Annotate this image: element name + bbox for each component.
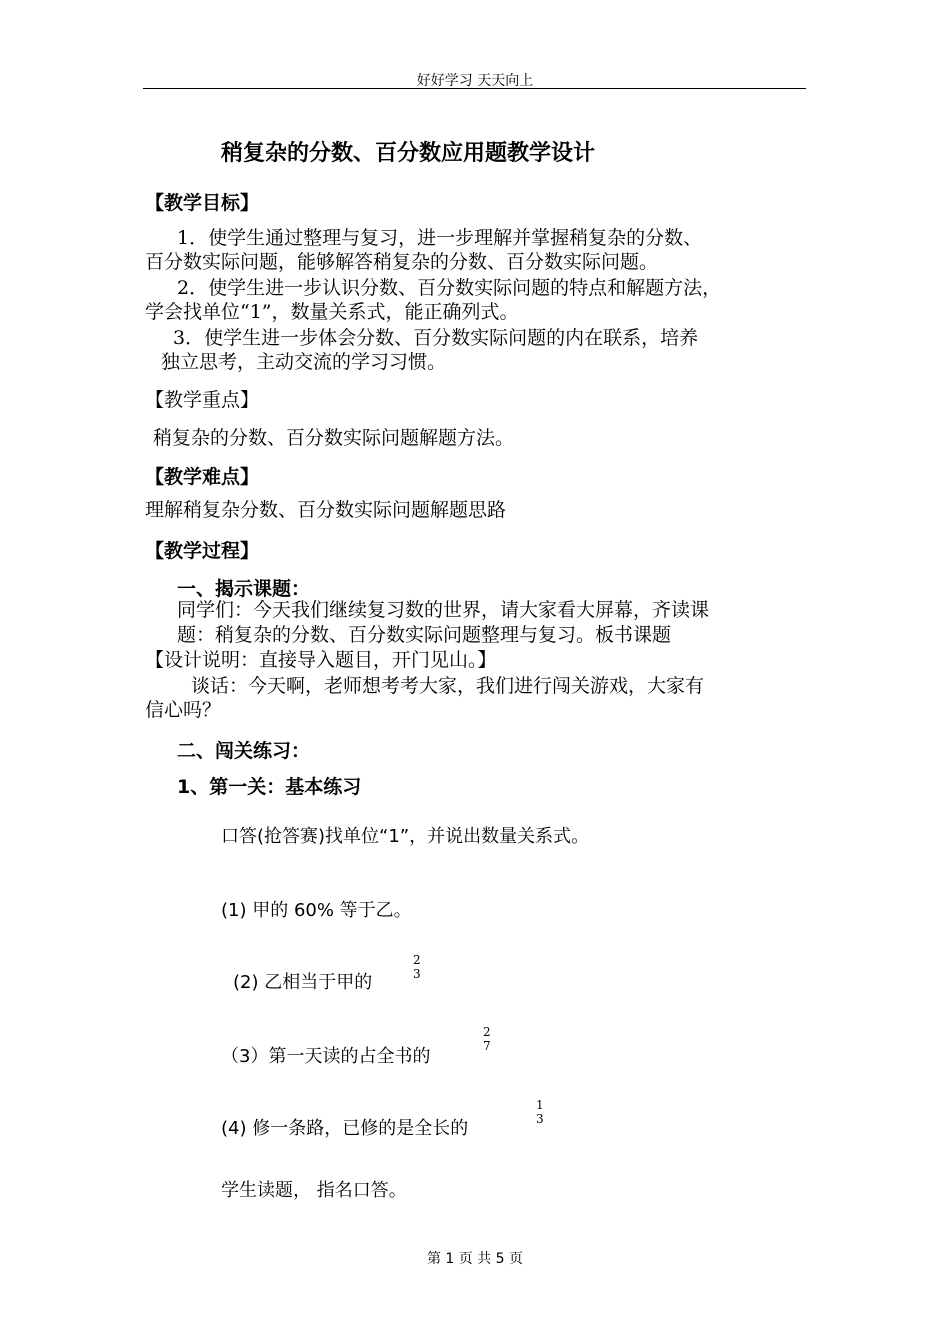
question-2-fraction (413, 953, 421, 981)
fraction-denominator: 3 (536, 1112, 544, 1126)
part1-line2: 题：稍复杂的分数、百分数实际问题整理与复习。板书课题 (177, 624, 672, 646)
fraction-denominator: 7 (483, 1039, 491, 1053)
part1-heading: 一、揭示课题： (177, 578, 311, 600)
objective-1-line2: 百分数实际问题，能够解答稍复杂的分数、百分数实际问题。 (145, 251, 659, 273)
objectives-heading: 【教学目标】 (145, 192, 260, 214)
part2-heading: 二、闯关练习： (177, 740, 311, 762)
difficulties-text: 理解稍复杂分数、百分数实际问题解题思路 (145, 499, 507, 521)
key-points-text: 稍复杂的分数、百分数实际问题解题方法。 (153, 427, 515, 449)
key-points-heading: 【教学重点】 (145, 389, 260, 411)
question-4-fraction (536, 1098, 544, 1126)
process-heading: 【教学过程】 (145, 540, 260, 562)
objective-1-line1: 1．使学生通过整理与复习，进一步理解并掌握稍复杂的分数、 (177, 227, 703, 249)
objective-2-line2: 学会找单位“1”，数量关系式，能正确列式。 (145, 301, 519, 323)
header-rule (143, 88, 806, 89)
objective-3-line1: 3．使学生进一步体会分数、百分数实际问题的内在联系，培养 (173, 327, 699, 349)
part1-line1: 同学们：今天我们继续复习数的世界，请大家看大屏幕，齐读课 (177, 599, 710, 621)
question-1: (1) 甲的 60% 等于乙。 (221, 900, 412, 921)
oral-intro: 口答(抢答赛)找单位“1”，并说出数量关系式。 (221, 826, 590, 847)
design-note: 【设计说明：直接导入题目，开门见山。】 (145, 649, 497, 671)
fraction-numerator: 2 (483, 1025, 491, 1039)
question-3: （3）第一天读的占全书的 (221, 1046, 431, 1067)
objective-3-line2: 独立思考，主动交流的学习习惯。 (161, 351, 447, 373)
closing-note: 学生读题， 指名口答。 (221, 1180, 407, 1201)
question-4: (4) 修一条路，已修的是全长的 (221, 1118, 469, 1139)
fraction-numerator: 2 (413, 953, 421, 967)
difficulties-heading: 【教学难点】 (145, 466, 260, 488)
question-2: (2) 乙相当于甲的 (233, 972, 373, 993)
fraction-numerator: 1 (536, 1098, 544, 1112)
page-header: 好好学习 天天向上 (416, 73, 534, 89)
level1-heading: 1、第一关：基本练习 (177, 776, 362, 798)
fraction-denominator: 3 (413, 967, 421, 981)
document-title: 稍复杂的分数、百分数应用题教学设计 (221, 141, 596, 166)
question-3-fraction (483, 1025, 491, 1053)
page-footer: 第 1 页 共 5 页 (426, 1251, 524, 1267)
objective-2-line1: 2．使学生进一步认识分数、百分数实际问题的特点和解题方法， (177, 277, 722, 299)
talk-line2: 信心吗？ (145, 699, 222, 721)
talk-line1: 谈话：今天啊，老师想考考大家，我们进行闯关游戏，大家有 (191, 675, 705, 697)
